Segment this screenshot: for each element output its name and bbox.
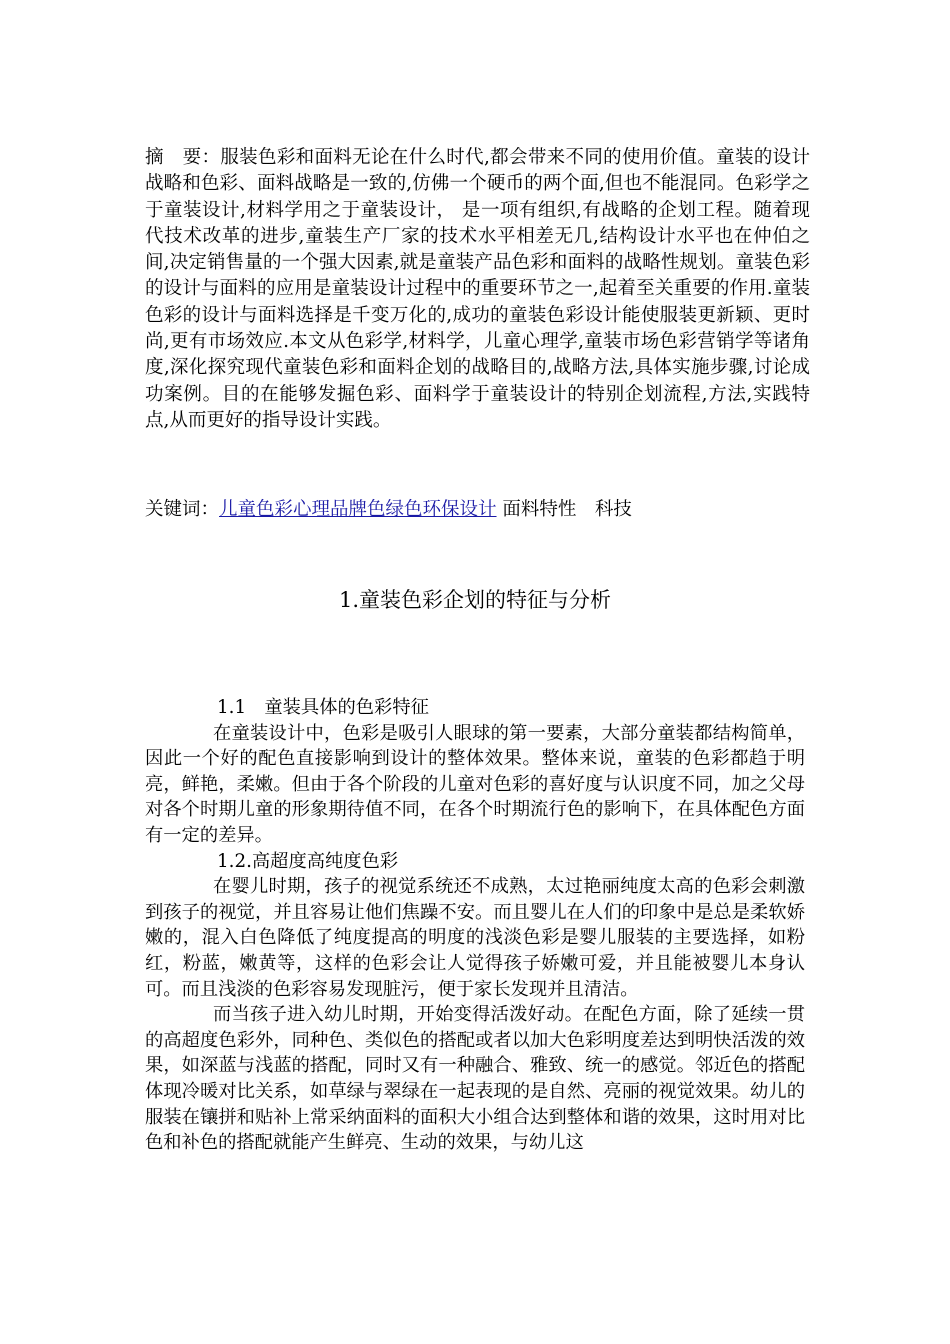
abstract-paragraph [145,145,810,434]
abstract-label: 摘 要： [145,147,221,168]
subheading-1-1: 1.1 童装具体的色彩特征 [217,697,429,718]
subheading-1-2: 1.2.高超度高纯度色彩 [217,850,399,872]
keywords-rest: 面料特性 科技 [496,499,632,520]
abstract-text: 服装色彩和面料无论在什么时代,都会带来不同的使用价值。童装的设计战略和色彩、面料战略是一致的,仿佛一个硬币的两个面,但也不能混同。色彩学之于童装设计,材料学用之于童装设计， 是一项有组织,有战略的企划工程。随着现代技术改革的进步,童装生产厂家的技术水平相差无几,结构设计水平也在仲伯之间,决定销售量的一个强大因素,就是童装产品色彩和面料的战略性规划。童装色彩的设计与面料的应用是童装设计过程中的重要环节之一,起着至关重要的作用.童装色彩的设计与面料选择是千变万化的,成功的童装色彩设计能使服装更新颖、更时尚,更有市场效应.本文从色彩学,材料学，儿童心理学,童装市场色彩营销学等诸角度,深化探究现代童装色彩和面料企划的战略目的,战略方法,具体实施步骤,讨论成功案例。目的在能够发掘色彩、面料学于童装设计的特别企划流程,方法,实践特点,从而更好的指导设计实践。 [145,147,810,431]
keywords-label: 关键词： [145,499,220,520]
section-title: 1.童装色彩企划的特征与分析 [338,588,612,612]
paragraph-2: 在婴儿时期，孩子的视觉系统还不成熟，太过艳丽纯度太高的色彩会刺激到孩子的视觉，并且容易让他们焦躁不安。而且婴儿在人们的印象中是总是柔软娇嫩的，混入白色降低了纯度提高的明度的浅淡色彩是婴儿服装的主要选择，如粉红，粉蓝，嫩黄等，这样的色彩会让人觉得孩子娇嫩可爱，并且能被婴儿本身认可。而且浅淡的色彩容易发现脏污，便于家长发现并且清洁。 [145,876,805,1000]
body-text [145,695,805,1156]
keywords-line [145,497,845,523]
keywords-link[interactable]: 儿童色彩心理品牌色绿色环保设计 [219,499,497,520]
paragraph-1: 在童装设计中，色彩是吸引人眼球的第一要素，大部分童装都结构简单，因此一个好的配色直接影响到设计的整体效果。整体来说，童装的色彩都趋于明亮，鲜艳，柔嫩。但由于各个阶段的儿童对色彩的喜好度与认识度不同，加之父母对各个时期儿童的形象期待值不同，在各个时期流行色的影响下，在具体配色方面有一定的差异。 [145,722,805,846]
paragraph-3: 而当孩子进入幼儿时期，开始变得活泼好动。在配色方面，除了延续一贯的高超度色彩外，同种色、类似色的搭配或者以加大色彩明度差达到明快活泼的效果，如深蓝与浅蓝的搭配，同时又有一种融合、雅致、统一的感觉。邻近色的搭配体现冷暖对比关系，如草绿与翠绿在一起表现的是自然、亮丽的视觉效果。幼儿的服装在镶拼和贴补上常采纳面料的面积大小组合达到整体和谐的效果，这时用对比色和补色的搭配就能产生鲜亮、生动的效果，与幼儿这 [145,1004,805,1154]
